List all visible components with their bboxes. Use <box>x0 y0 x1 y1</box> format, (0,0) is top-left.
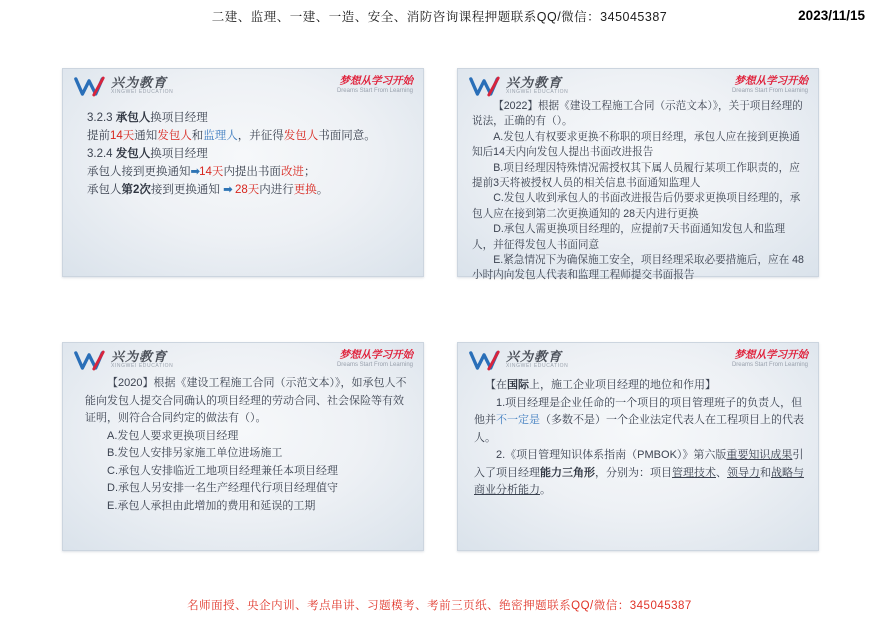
slide-1 <box>62 68 424 277</box>
logo-w-icon <box>468 76 502 97</box>
slogan <box>732 350 808 369</box>
point-1: 1.项目经理是企业任命的一个项目的项目管理班子的负责人，但他并不一定是（多数不是）一个企业法定代表人在工程项目上的代表人。 <box>474 396 804 444</box>
footer-bar <box>0 596 879 614</box>
slogan <box>732 76 808 95</box>
logo-w-icon <box>468 350 502 371</box>
xingwei-logo <box>73 76 173 97</box>
slogan-cn: 梦想从学习开始 <box>339 349 413 361</box>
slide-body <box>474 377 804 500</box>
option-a: A.发包人要求更换项目经理 <box>107 429 239 442</box>
text-line: 提前14天通知发包人和监理人，并征得发包人书面同意。 <box>87 130 376 142</box>
slogan <box>337 350 413 369</box>
slide-4 <box>457 342 819 551</box>
footer-contact-text: 名师面授、央企内训、考点串讲、习题模考、考前三页纸、绝密押题联系QQ/微信：345045387 <box>187 600 692 612</box>
header-contact-text: 二建、监理、一建、一造、安全、消防咨询课程押题联系QQ/微信：345045387 <box>211 10 668 24</box>
slide-body <box>87 109 411 199</box>
option-e: E.紧急情况下为确保施工安全，项目经理采取必要措施后，应在 48小时内向发包人代表和监理工程师提交书面报告 <box>472 254 804 282</box>
xingwei-logo <box>468 76 568 97</box>
text-line: 3.2.3 承包人换项目经理 <box>87 112 208 124</box>
slogan-en: Dreams Start From Learning <box>731 88 808 94</box>
option-d: D.承包人需更换项目经理的，应提前7天书面通知发包人和监理人，并征得发包人书面同意 <box>472 223 786 251</box>
logo-w-icon <box>73 350 107 371</box>
logo-name: 兴为教育 <box>506 75 563 90</box>
logo-subname: XINGWEI EDUCATION <box>506 89 569 95</box>
section-title: 【在国际上，施工企业项目经理的地位和作用】 <box>485 379 716 391</box>
logo-subname: XINGWEI EDUCATION <box>111 363 174 369</box>
option-b: B.项目经理因特殊情况需授权其下属人员履行某项工作职责的，应提前3天将被授权人员的相关信息书面通知监理人 <box>472 161 800 190</box>
logo-name: 兴为教育 <box>111 349 168 364</box>
slogan-cn: 梦想从学习开始 <box>734 75 808 87</box>
logo-name: 兴为教育 <box>111 75 168 90</box>
slogan-cn: 梦想从学习开始 <box>734 349 808 361</box>
logo-name: 兴为教育 <box>506 349 563 364</box>
slogan-en: Dreams Start From Learning <box>336 88 413 94</box>
slogan <box>337 76 413 95</box>
header-bar <box>0 7 879 26</box>
slogan-en: Dreams Start From Learning <box>336 362 413 368</box>
question-text: 【2020】根据《建设工程施工合同（示范文本）》，如承包人不能向发包人提交合同确认的项目经理的劳动合同、社会保险等有效证明，则符合合同约定的做法有（）。 <box>85 377 407 424</box>
question-text: 【2022】根据《建设工程施工合同（示范文本）》，关于项目经理的说法，正确的有（）。 <box>472 100 803 128</box>
option-c: C.承包人安排临近工地项目经理兼任本项目经理 <box>107 464 338 477</box>
point-2: 2.《项目管理知识体系指南（PMBOK）》第六版重要知识成果引入了项目经理能力三角形，分别为：项目管理技术、领导力和战略与商业分析能力。 <box>474 449 804 496</box>
slide-header <box>468 350 808 376</box>
logo-subname: XINGWEI EDUCATION <box>506 363 569 369</box>
slogan-en: Dreams Start From Learning <box>731 362 808 368</box>
text-line: 承包人接到更换通知➡14天内提出书面改进； <box>87 166 316 178</box>
option-b: B.发包人安排另家施工单位进场施工 <box>107 447 283 459</box>
slide-3 <box>62 342 424 551</box>
slide-body <box>85 375 409 515</box>
option-c: C.发包人收到承包人的书面改进报告后仍要求更换项目经理的，承包人应在接到第二次更换通知的 28天内进行更换 <box>472 192 801 220</box>
option-e: E.承包人承担由此增加的费用和延误的工期 <box>107 499 316 512</box>
xingwei-logo <box>468 350 568 371</box>
option-d: D.承包人另安排一名生产经理代行项目经理值守 <box>107 482 338 494</box>
slide-2 <box>457 68 819 282</box>
slide-header <box>73 76 413 102</box>
slide-header <box>73 350 413 376</box>
logo-subname: XINGWEI EDUCATION <box>111 89 174 95</box>
logo-w-icon <box>73 76 107 97</box>
date-label: 2023/11/15 <box>798 8 865 23</box>
text-line: 3.2.4 发包人换项目经理 <box>87 148 208 160</box>
slogan-cn: 梦想从学习开始 <box>339 75 413 87</box>
slide-body <box>472 99 805 284</box>
text-line: 承包人第2次接到更换通知 ➡ 28天内进行更换。 <box>87 184 329 196</box>
option-a: A.发包人有权要求更换不称职的项目经理，承包人应在接到更换通知后14天内向发包人提出书面改进报告 <box>472 130 800 159</box>
xingwei-logo <box>73 350 173 371</box>
